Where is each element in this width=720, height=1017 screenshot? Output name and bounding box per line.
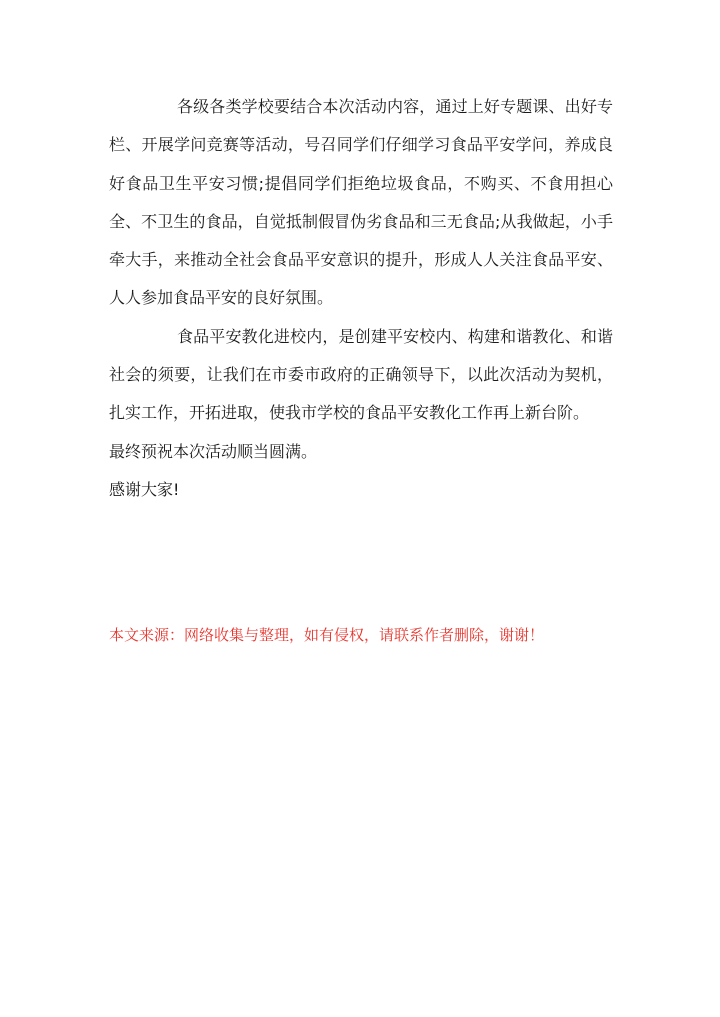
paragraph-closing-wish: 最终预祝本次活动顺当圆满。 [109,441,318,461]
paragraph-activities: 各级各类学校要结合本次活动内容，通过上好专题课、出好专栏、开展学问竞赛等活动，号召同学们仔细学习食品平安学问，养成良好食品卫生平安习惯;提倡同学们拒绝垃圾食品，不购买、不食用担心全、不卫生的食品，自觉抵制假冒伪劣食品和三无食品;从我做起，小手牵大手，来推动全社会食品平安意识的提升，形成人人关注食品平安、人人参加食品平安的良好氛围。 [109,97,613,308]
document-body [109,88,613,509]
paragraph-campus-safety: 食品平安教化进校内，是创建平安校内、构建和谐教化、和谐社会的须要，让我们在市委市政府的正确领导下，以此次活动为契机，扎实工作，开拓进取，使我市学校的食品平安教化工作再上新台阶。 [109,326,613,423]
paragraph-thanks: 感谢大家! [109,479,180,499]
source-disclaimer: 本文来源：网络收集与整理，如有侵权，请联系作者删除，谢谢！ [109,626,545,644]
